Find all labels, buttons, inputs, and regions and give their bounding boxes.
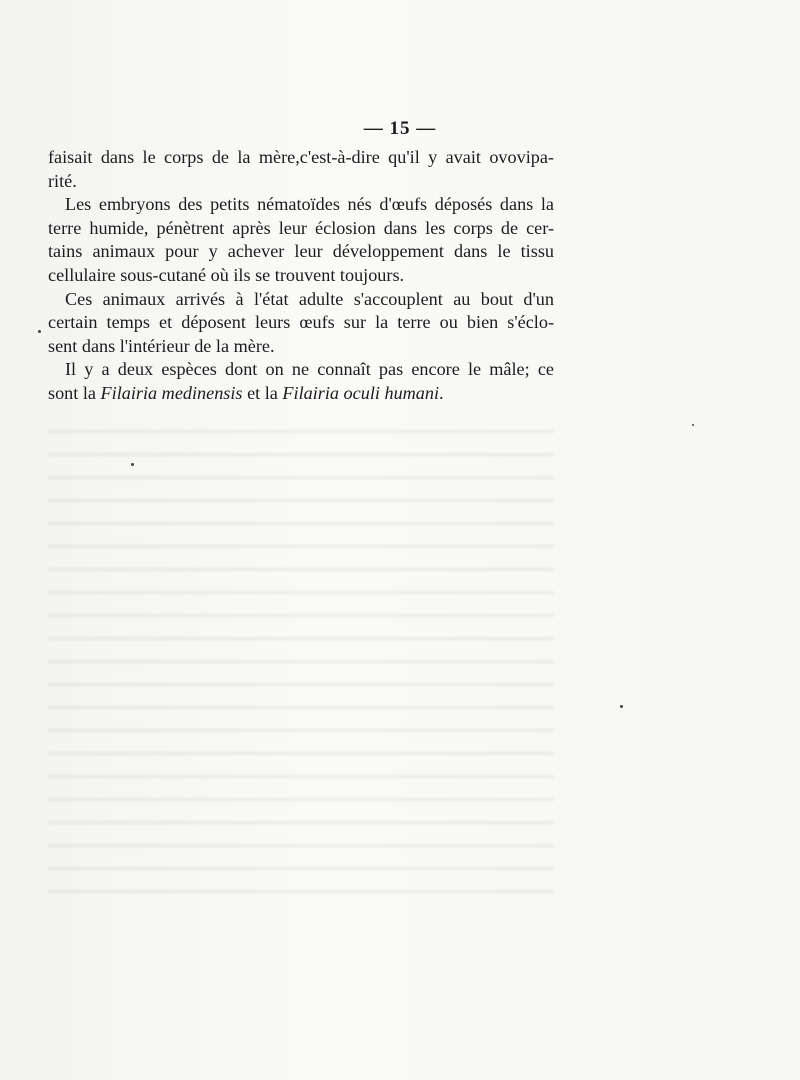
text-line: faisait dans le corps de la mère,c'est-à-dire qu'il y avait ovovipa- (48, 147, 554, 167)
final-line-after: . (439, 382, 444, 403)
final-line-before: sont la (48, 382, 101, 403)
body-text (48, 146, 554, 406)
species-name-2: Filairia oculi humani (282, 382, 440, 403)
text-line: certain temps et déposent leurs œufs sur la terre ou bien s'éclo- (48, 312, 554, 333)
speck (131, 463, 134, 466)
text-line: tains animaux pour y achever leur développement dans le tissu (48, 241, 554, 262)
text-line: Il y a deux espèces dont on ne connaît pas encore le mâle; ce (65, 359, 554, 380)
bleed-through-texture (48, 420, 554, 900)
text-line-final (48, 382, 554, 406)
text-line: sent dans l'intérieur de la mère. (48, 335, 275, 356)
speck (38, 330, 41, 333)
text-line: terre humide, pénètrent après leur éclosion dans les corps de cer- (48, 217, 554, 238)
speck (692, 424, 694, 426)
species-name-1: Filairia medinensis (100, 382, 243, 403)
final-line-middle: et la (242, 382, 283, 403)
text-line: Ces animaux arrivés à l'état adulte s'accouplent au bout d'un (65, 288, 554, 309)
page-number: — 15 — (363, 118, 437, 139)
text-line: rité. (48, 170, 77, 191)
text-line: cellulaire sous-cutané où ils se trouvent toujours. (48, 264, 405, 285)
speck (620, 705, 623, 708)
text-line: Les embryons des petits nématoïdes nés d'œufs déposés dans la (65, 194, 554, 215)
